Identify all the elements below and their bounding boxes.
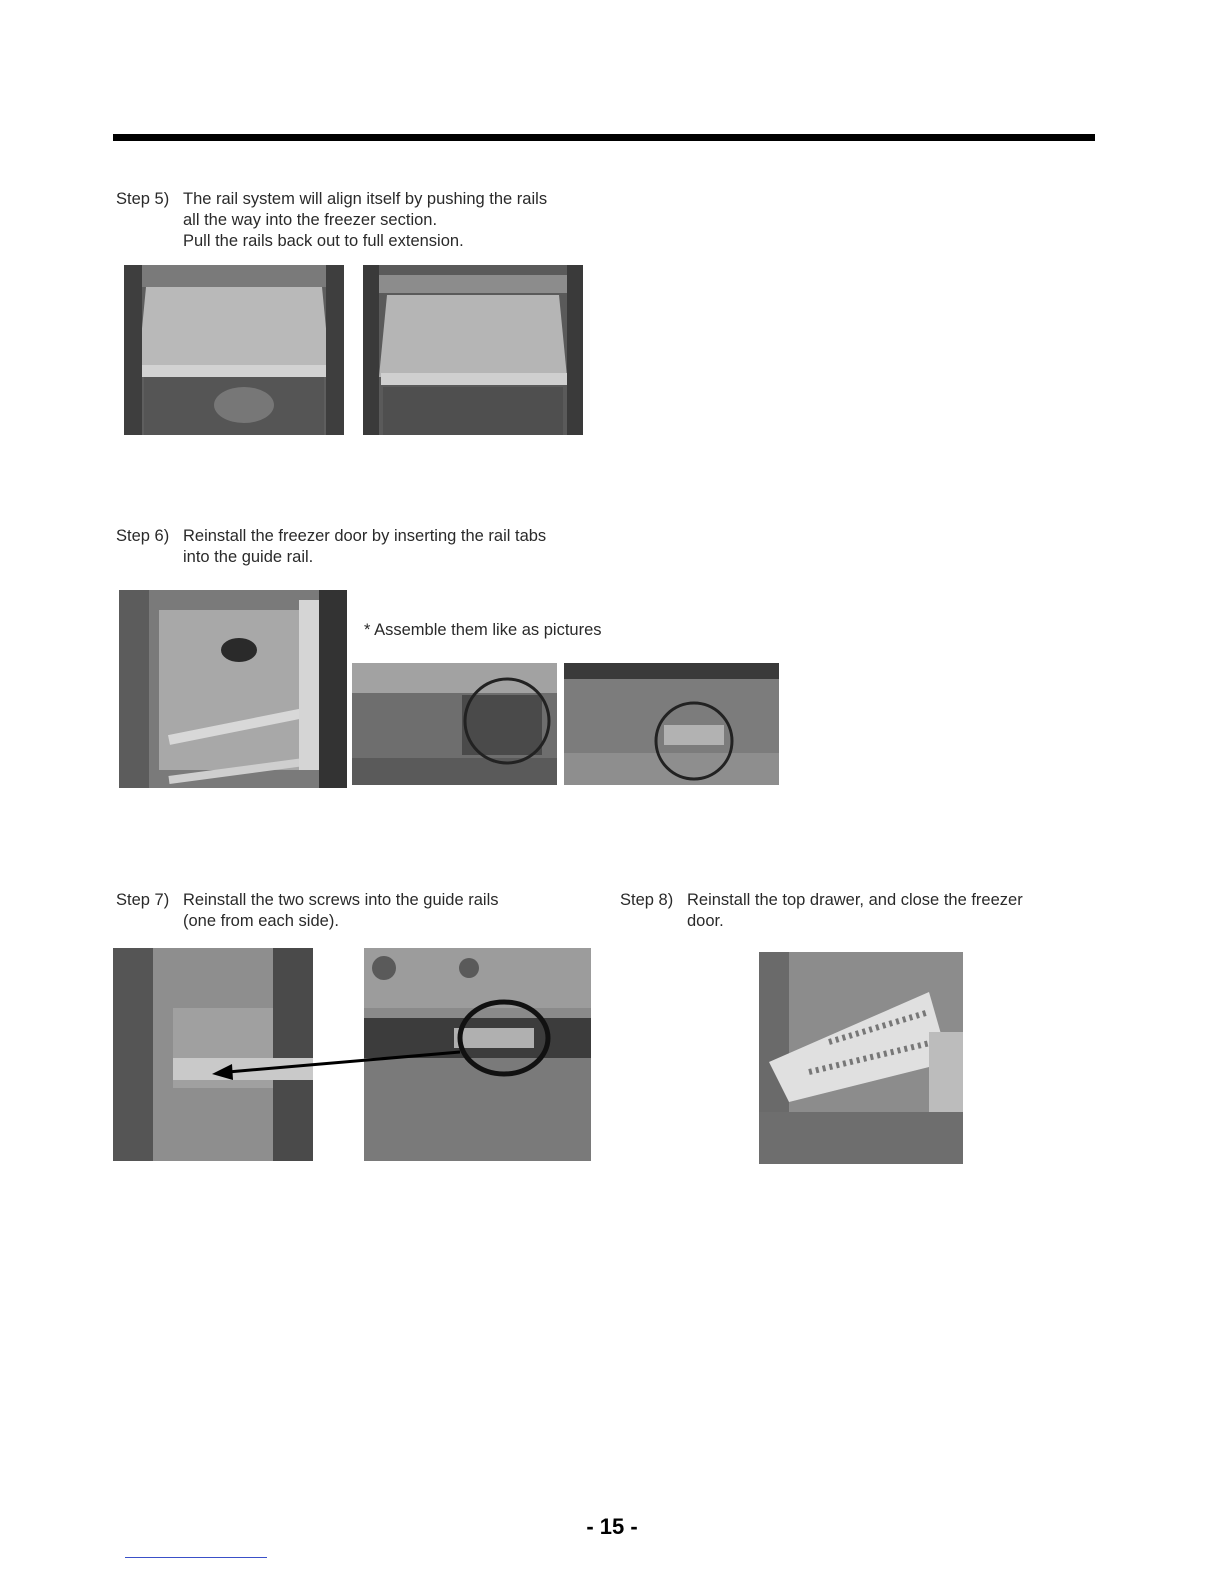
step-6-photo-rail-tab-detail-1	[352, 663, 557, 785]
step-8-line-2: door.	[687, 912, 724, 930]
step-5-photo-rails-extended	[363, 265, 583, 435]
step-6-line-2: into the guide rail.	[183, 548, 314, 566]
page-number: - 15 -	[586, 1514, 638, 1539]
step-6-line-1: Reinstall the freezer door by inserting the rail tabs	[183, 527, 547, 545]
step-7-label: Step 7)	[116, 891, 170, 909]
step-5-line-3: Pull the rails back out to full extension.	[183, 232, 464, 250]
step-5	[116, 189, 636, 255]
step-8-photo-top-drawer	[759, 952, 963, 1164]
step-5-text	[183, 189, 547, 252]
step-8	[620, 890, 1080, 934]
step-7	[116, 890, 596, 934]
step-5-line-1: The rail system will align itself by pushing the rails	[183, 190, 548, 208]
step-8-text	[687, 890, 1023, 932]
step-5-line-2: all the way into the freezer section.	[183, 211, 438, 229]
step-7-photo-screw-closeup	[364, 948, 591, 1161]
step-5-photo-rails-pushed-in	[124, 265, 344, 435]
step-6-photo-door-on-rails	[119, 590, 347, 788]
step-7-line-1: Reinstall the two screws into the guide rails	[183, 891, 499, 909]
step-6-photo-rail-tab-detail-2	[564, 663, 779, 785]
step-7-line-2: (one from each side).	[183, 912, 339, 930]
step-8-line-1: Reinstall the top drawer, and close the freezer	[687, 891, 1023, 909]
step-5-label: Step 5)	[116, 190, 170, 208]
header-rule	[113, 134, 1095, 141]
step-8-label: Step 8)	[620, 891, 674, 909]
step-6-label: Step 6)	[116, 527, 170, 545]
step-6-note: * Assemble them like as pictures	[364, 621, 602, 639]
step-6	[116, 526, 636, 570]
step-6-text	[183, 526, 546, 568]
step-7-text	[183, 890, 498, 932]
footer-link-underline	[125, 1557, 267, 1558]
step-7-photo-screw-location	[113, 948, 313, 1161]
